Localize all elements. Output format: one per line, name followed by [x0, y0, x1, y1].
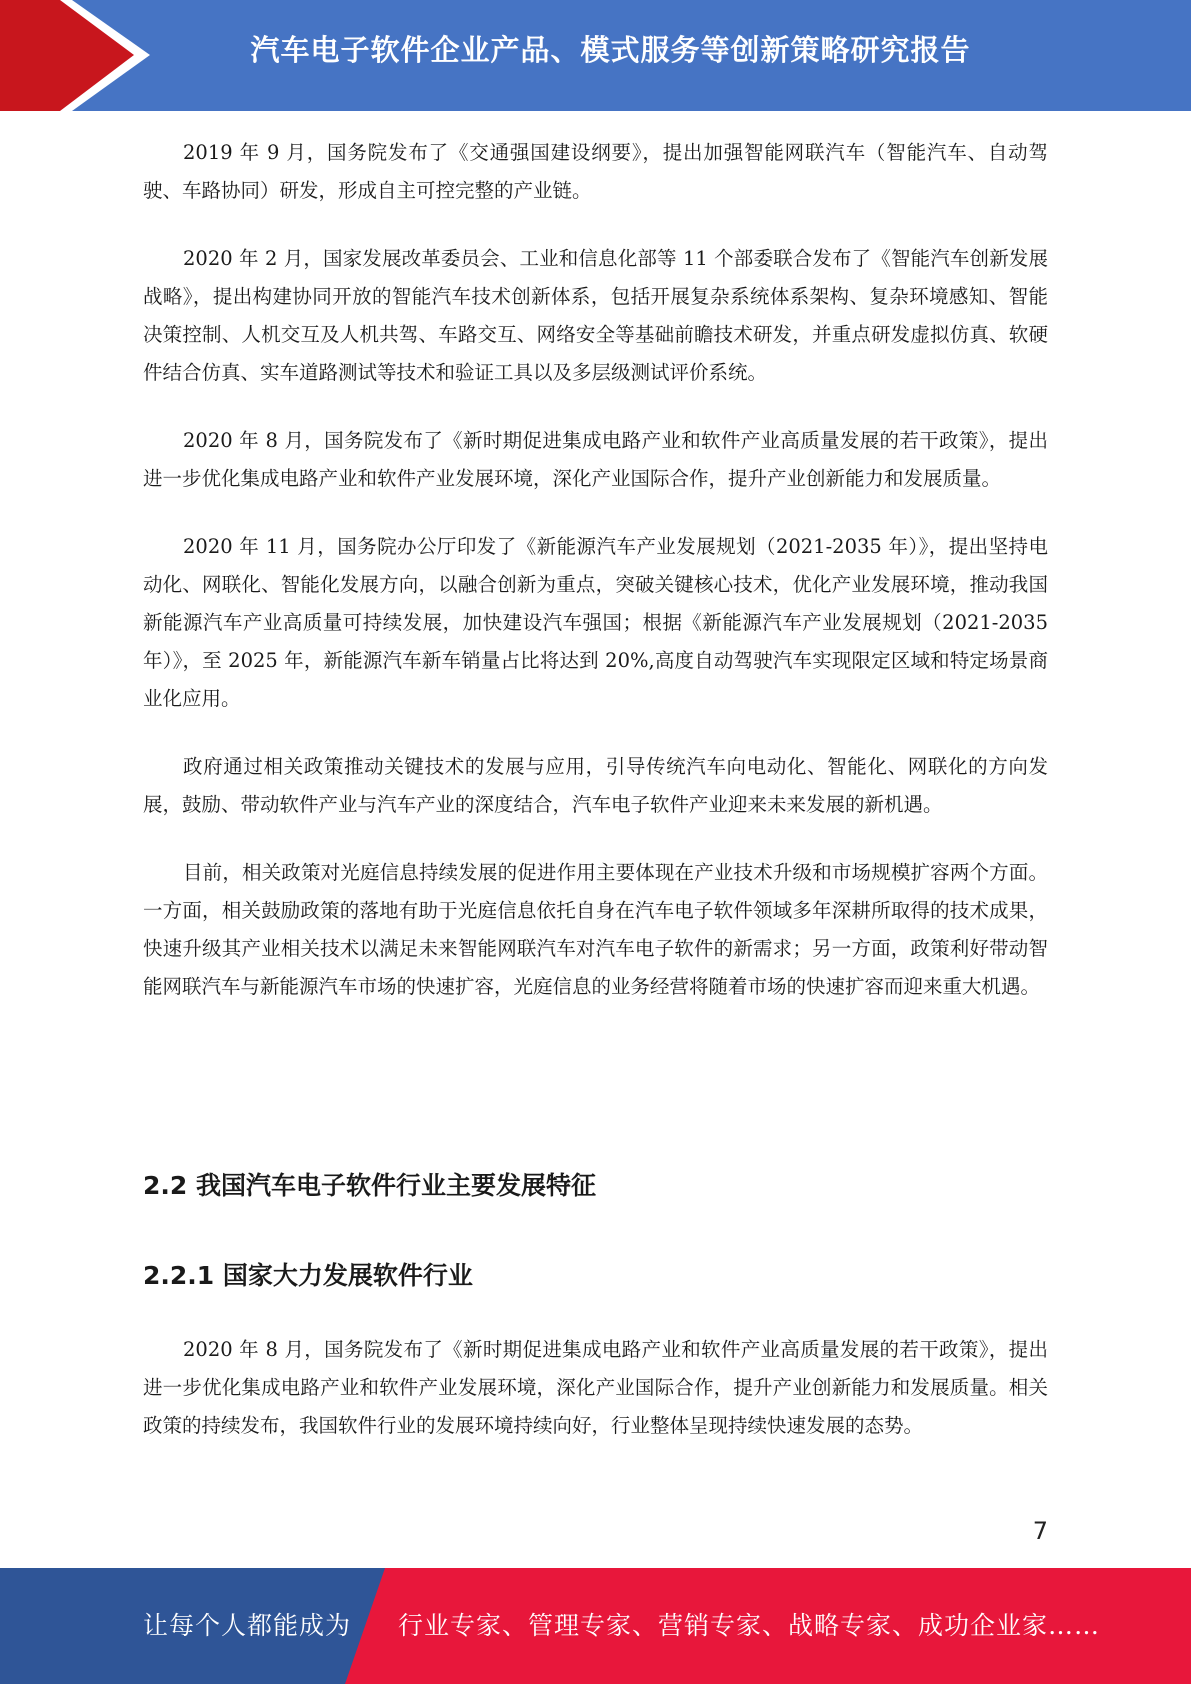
paragraph-policy-impact: 目前，相关政策对光庭信息持续发展的促进作用主要体现在产业技术升级和市场规模扩容两个方面。一方面，相关鼓励政策的落地有助于光庭信息依托自身在汽车电子软件领域多年深耕所取得的技术成果，快速升级其产业相关技术以满足未来智能网联汽车对汽车电子软件的新需求；另一方面，政策利好带动智能网联汽车与新能源汽车市场的快速扩容，光庭信息的业务经营将随着市场的快速扩容而迎来重大机遇。: [143, 861, 1048, 998]
section-content: [143, 1331, 1048, 1475]
page-footer: [0, 1568, 1191, 1684]
paragraph-2020-smart-car-strategy: 2020 年 2 月，国家发展改革委员会、工业和信息化部等 11 个部委联合发布了《智能汽车创新发展战略》，提出构建协同开放的智能汽车技术创新体系，包括开展复杂系统体系架构、复杂环境感知、智能决策控制、人机交互及人机共驾、车路交互、网络安全等基础前瞻技术研发，并重点研发虚拟仿真、软硬件结合仿真、实车道路测试等技术和验证工具以及多层级测试评价系统。: [143, 247, 1048, 384]
section-heading: 2.2 我国汽车电子软件行业主要发展特征: [143, 1171, 596, 1200]
footer-slogan-left: 让每个人都能成为: [143, 1611, 352, 1640]
body-content: [143, 134, 1048, 1036]
paragraph-2020-ic-software-policy: 2020 年 8 月，国务院发布了《新时期促进集成电路产业和软件产业高质量发展的若干政策》，提出进一步优化集成电路产业和软件产业发展环境，深化产业国际合作，提升产业创新能力和发展质量。: [143, 429, 1048, 490]
footer-slogan-right: 行业专家、管理专家、营销专家、战略专家、成功企业家……: [398, 1611, 1101, 1640]
subsection-heading: 2.2.1 国家大力发展软件行业: [143, 1261, 473, 1290]
page-header: [0, 0, 1191, 111]
paragraph-2020-nev-plan: 2020 年 11 月，国务院办公厅印发了《新能源汽车产业发展规划（2021-2035 年）》，提出坚持电动化、网联化、智能化发展方向，以融合创新为重点，突破关键核心技术，优化产业发展环境，推动我国新能源汽车产业高质量可持续发展，加快建设汽车强国；根据《新能源汽车产业发展规划（2021-2035 年）》，至 2025 年，新能源汽车新车销量占比将达到 20%,高度自动驾驶汽车实现限定区域和特定场景商业化应用。: [143, 535, 1048, 710]
report-title: 汽车电子软件企业产品、模式服务等创新策略研究报告: [250, 33, 971, 67]
paragraph-software-industry: 2020 年 8 月，国务院发布了《新时期促进集成电路产业和软件产业高质量发展的若干政策》，提出进一步优化集成电路产业和软件产业发展环境，深化产业国际合作，提升产业创新能力和发展质量。相关政策的持续发布，我国软件行业的发展环境持续向好，行业整体呈现持续快速发展的态势。: [143, 1338, 1048, 1437]
paragraph-government-guidance: 政府通过相关政策推动关键技术的发展与应用，引导传统汽车向电动化、智能化、网联化的方向发展，鼓励、带动软件产业与汽车产业的深度结合，汽车电子软件产业迎来未来发展的新机遇。: [143, 755, 1048, 816]
page-number: 7: [1032, 1517, 1048, 1545]
paragraph-2019-transport: 2019 年 9 月，国务院发布了《交通强国建设纲要》，提出加强智能网联汽车（智能汽车、自动驾驶、车路协同）研发，形成自主可控完整的产业链。: [143, 141, 1048, 202]
